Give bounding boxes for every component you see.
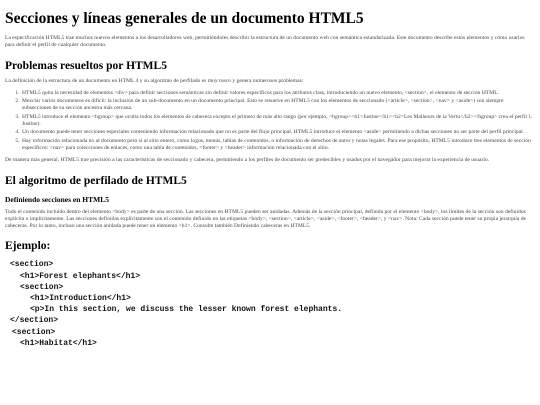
code-line: <p>In this section, we discuss the lesser known forest elephants. [30,305,343,315]
algorithm-heading: El algoritmo de perfilado de HTML5 [5,174,187,187]
code-line: <h1>Introduction</h1> [30,294,131,304]
code-line: <section> [12,327,56,337]
problems-lead-paragraph: La definición de la estructura de un documento en HTML 4 y su algoritmo de perfilado es muy tosco y genera numerosos problemas: [5,77,304,84]
code-line: <section> [10,260,54,270]
code-line: <h1>Forest elephants</h1> [20,271,141,281]
list-item: 2. Mezclar varios documentos es difícil: la inclusión de un sub-documento en un documento principal. Esto se resuelve en HTML5 con los elementos de seccionado (<article>, <section>, <nav> y <aside>) son siempre subsecciones de su sección ancestra más cercana. [21,98,534,113]
problems-heading: Problemas resueltos por HTML5 [5,59,167,72]
problems-list [5,90,534,152]
list-item: 1. HTML5 quita la necesidad de elementos <div> para definir secciones semánticas sin definir valores específicos para los atributos class, introduciendo un nuevo elemento, <section>, el elemento de sección HTML. [21,90,534,97]
list-item: 4. Un documento puede tener secciones especiales conteniendo información relacionado que no es parte del flujo principal. HTML5 introduce el elemento <aside> permitiendo a dichas secciones no ser parte del perfil principal. [21,129,534,136]
example-heading: Ejemplo: [5,240,51,253]
page-title: Secciones y líneas generales de un documento HTML5 [5,10,364,27]
problems-summary-paragraph: De manera más general, HTML5 trae precisión a las características de seccionado y cabecera, permitiendo a los perfiles de documento ser predecibles y usados por el navegador para mejorar la experiencia de usuario. [5,157,490,164]
list-item: 5. Hay información relacionada no al documento pero si al sitio entero, como logos, menús, tablas de contenidos, o información de derechos de autor y notas legales. Para ese propósito, HTML5 introduce tres elementos de sección específicos: <nav> para colecciones de enlaces, como una tabla de contenidos, <footer> y <header> información relacionada con el sitio. [21,138,534,153]
algorithm-subheading: Definiendo secciones en HTML5 [5,194,109,204]
algorithm-paragraph: Todo el contenido incluido dentro del elemento <body> es parte de una sección. Las secciones en HTML5 pueden ser anidadas. Además de la sección principal, definida por el elemento <body>, los límites de la sección son definidos explícita o implícitamente. Las secciones definidas explícitamente son el contenido definido en las etiquetas <body>, <section>, <article>, <aside>, <footer>, <header>, y <nav>. Nota: Cada sección puede tener su propia jerarquía de cabeceras. Por lo tanto, incluso una sección anidada puede tener un elemento <h1>. Consulte también Definiendo cabeceras en HTML5. [5,208,527,230]
code-example [10,259,534,349]
code-line: <section> [20,282,64,292]
list-item: 3. HTML5 introduce el elemento <hgroup> que oculta todos los elementos de cabecera excepto el primero de más alto rango (por ejemplo, <hgroup><h1>Justine</h1><h2>Les Malheurs de la Vertu</h2></hgroup> crea el perfil 1. Justine). [21,114,534,129]
intro-paragraph: La especificación HTML5 trae muchos nuevos elementos a los desarrolladores web, permitiéndoles describir la estructura de un documento web con semántica estandarizada. Este documento describe estos elementos y cómo usarlos para definir el perfil de cualquier documento. [5,35,525,49]
code-line: </section> [10,316,59,326]
code-line: <h1>Habitat</h1> [20,338,97,348]
